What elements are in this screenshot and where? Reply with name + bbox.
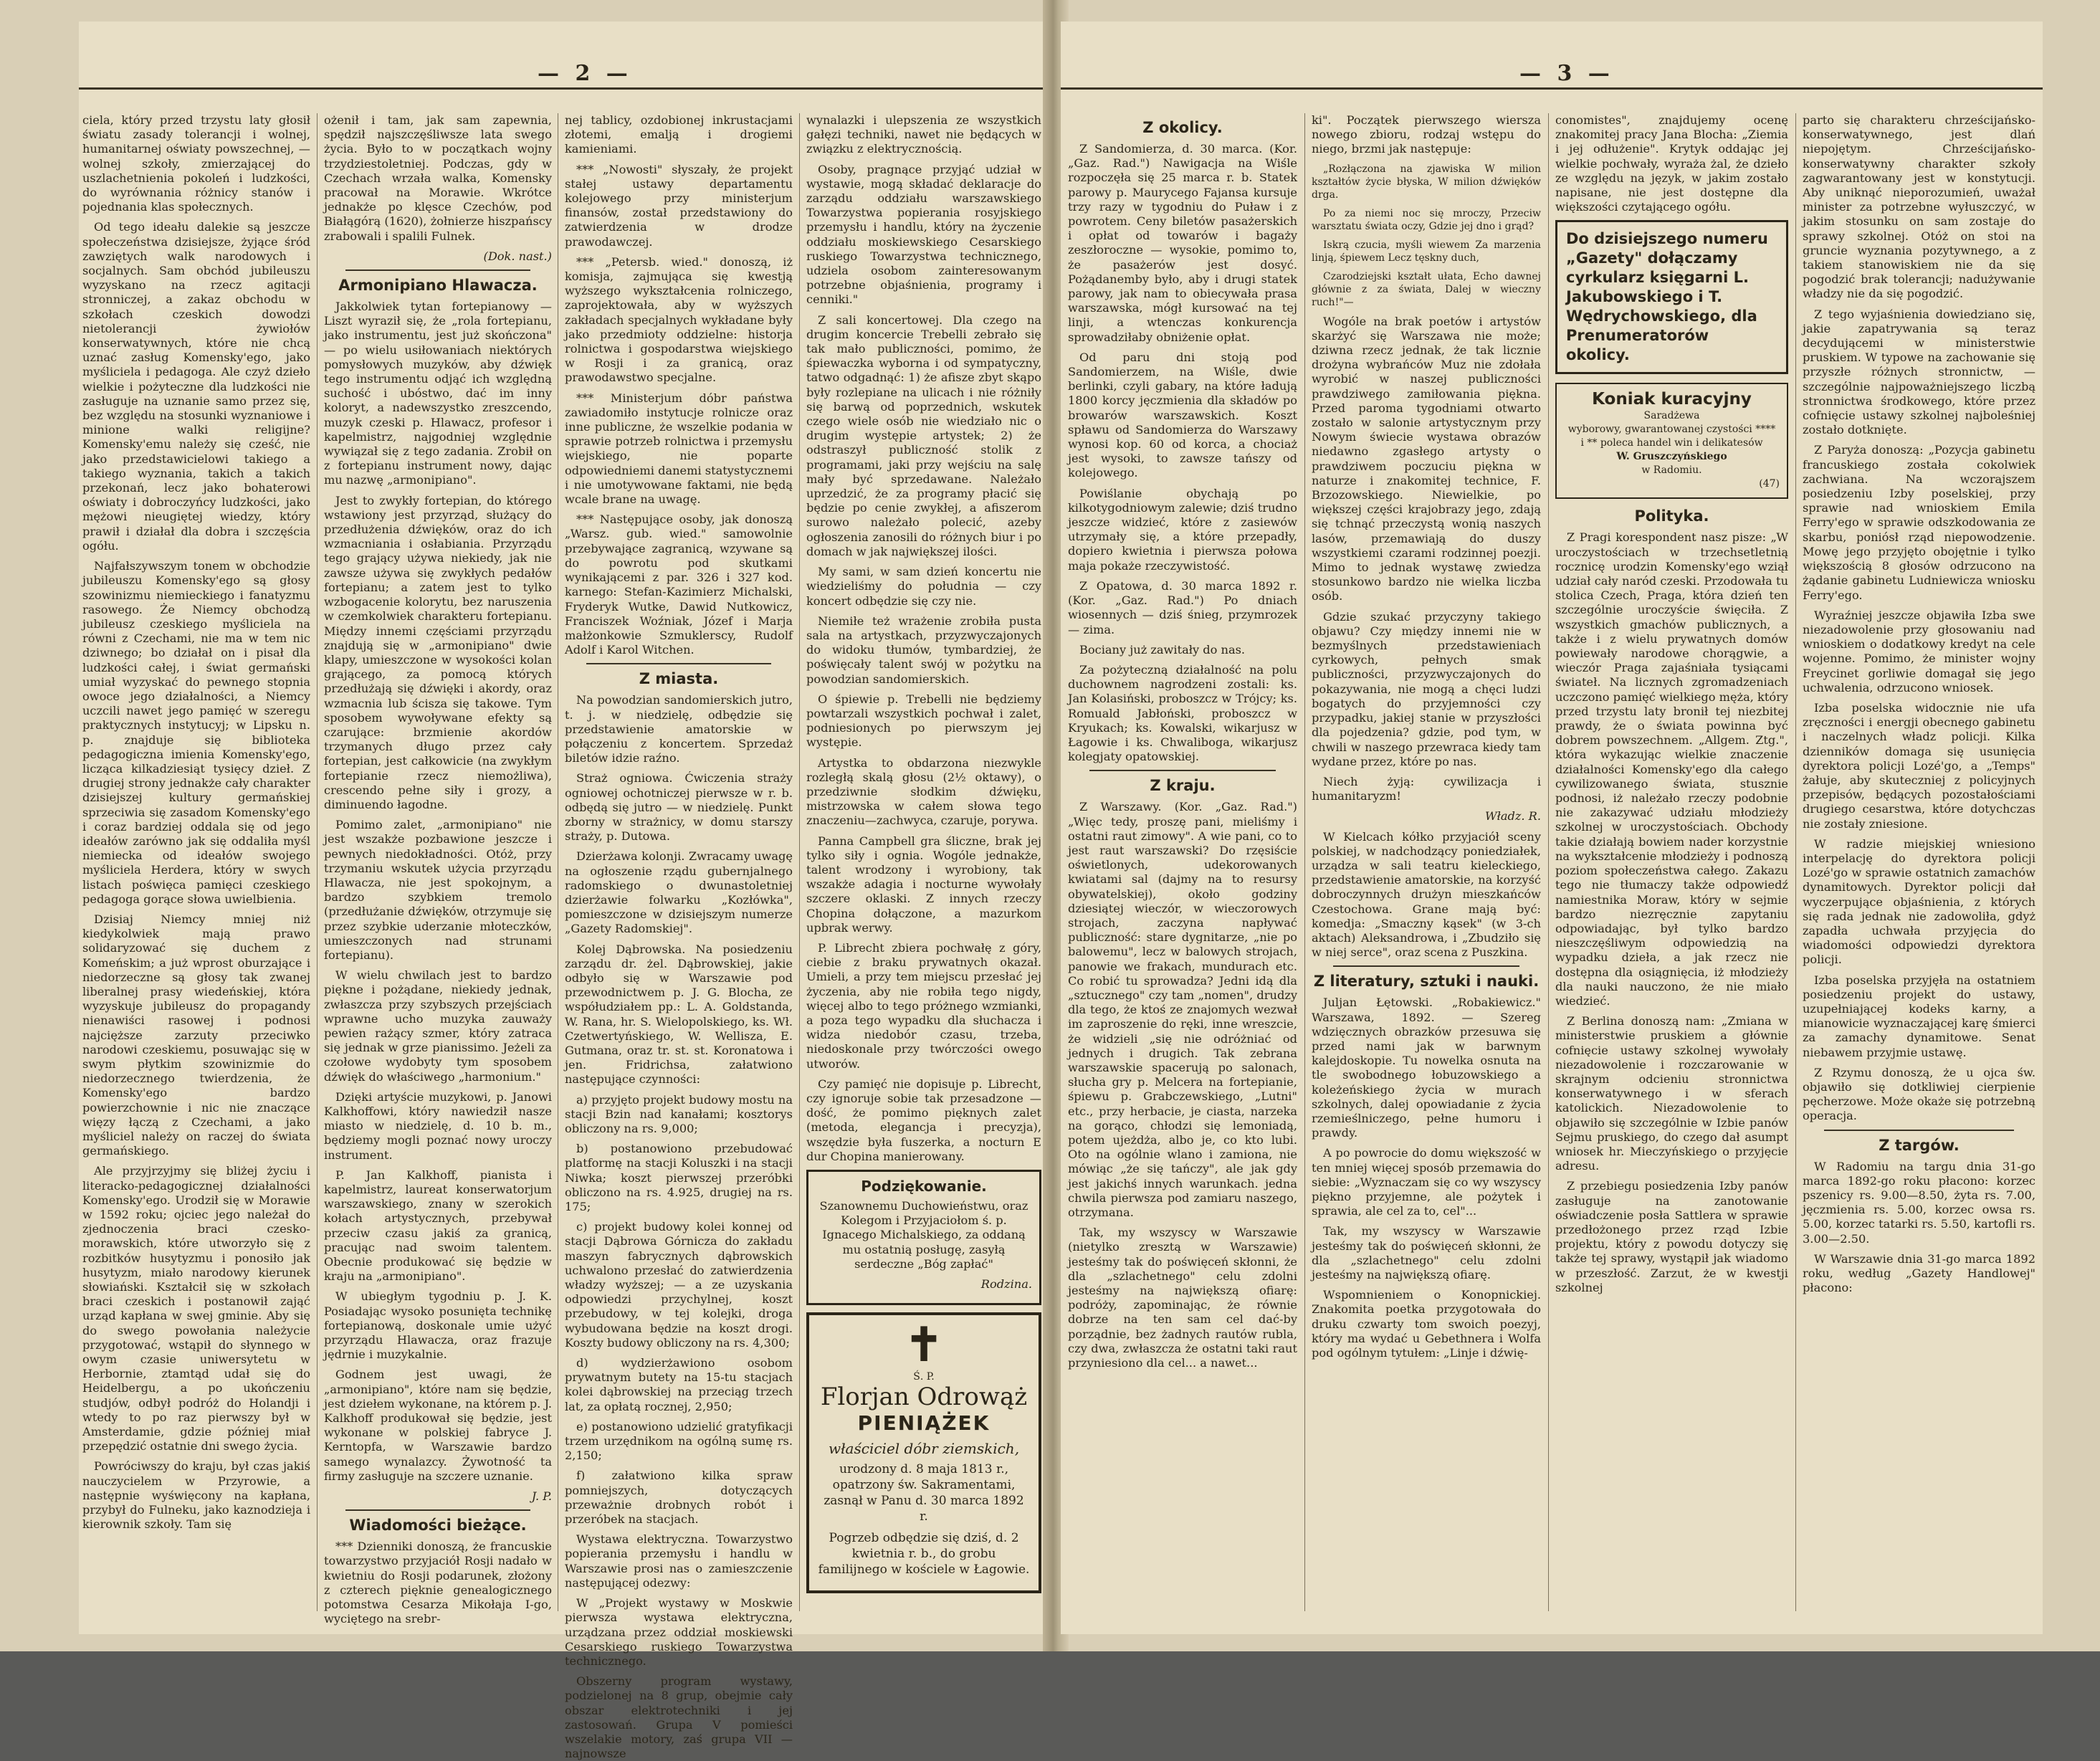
ad-line: w Radomiu. bbox=[1641, 464, 1702, 477]
obituary-surname: PIENIĄŻEK bbox=[857, 1411, 991, 1436]
article-paragraph: Tak, my wszyscy w Warszawie (nietylko zresztą w Warszawie) jesteśmy tak do poświęceń skłonni, że dla „szlachetnego" celu zdolni jesteśmy na największą ofiarę: podróży, zapominając, że równie dobrze na ten sam cel dać-by porządnie, bez żadnych rautów rubla, czy dwa, zwłaszcza że ostatni taki raut przyniesiono dla cel... a nawet... bbox=[1068, 1226, 1297, 1370]
article-paragraph: Wspomnieniem o Konopnickiej. Znakomita poetka przygotowała do druku czwarty tom swoich poezyj, który ma wydać u Gebethnera i Wolfa pod ogólnym tytułem: „Linje i dźwię- bbox=[1312, 1288, 1541, 1360]
article-paragraph: wynalazki i ulepszenia ze wszystkich gałęzi techniki, nawet nie będących w związku z elektrycznością. bbox=[806, 113, 1041, 156]
article-paragraph: P. Jan Kalkhoff, pianista i kapelmistrz, laureat konserwatorjum warszawskiego, znany w szerokich kołach artystycznych, przebywał przeciw czasu jakiś za granicą, pracując nad swoim talentem. Obecnie produkować się będzie w kraju na „armonipiano". bbox=[324, 1168, 552, 1284]
obituary-title: właściciel dóbr ziemskich, bbox=[828, 1440, 1020, 1458]
poem-stanza: Po za niemi noc się mroczy, Przeciw warsztatu świata oczy, Gdzie jej dno i grąd? bbox=[1312, 207, 1541, 232]
article-paragraph: Na powodzian sandomierskich jutro, t. j. w niedzielę, odbędzie się przedstawienie amatorskie w połączeniu z koncertem. Sprzedaż biletów idzie raźno. bbox=[565, 693, 793, 765]
article-paragraph: Straż ogniowa. Ćwiczenia straży ogniowej ochotniczej pierwsze w r. b. odbędą się jutro — w niedzielę. Punkt zborny w strażnicy, w domu starszy straży, p. Dutowa. bbox=[565, 771, 793, 844]
article-paragraph: f) załatwiono kilka spraw pomniejszych, dotyczących przeważnie drobnych robót i przeróbek na stacjach. bbox=[565, 1469, 793, 1527]
column-rule bbox=[1304, 113, 1305, 1611]
article-paragraph: Wyraźniej jeszcze objawiła Izba swe niezadowolenie przy głosowaniu nad wnioskiem o dodatkowy kredyt na cele wojenne. Pomimo, że minister wojny Freycinet gorliwie domagał się jego uchwalenia, odrzucono wniosek. bbox=[1803, 608, 2035, 695]
article-paragraph: Ale przyjrzyjmy się bliżej życiu i literacko-pedagogicznej działalności Komensky'ego. Urodził się w Morawie w 1592 roku; ojciec jego należał do zjednoczenia braci czesko-morawskich, które utworzyło się z rozbitków husytyzmu i ponosiło jak husytyzm, miało narodowy kierunek słowiański. Kształcił się w szkołach braci czeskich i postanowił zająć urząd kapłana w swej gminie. Aby się do swego powołania należycie przygotować, wstąpił do słynnego w owym czasie uniwersytetu w Herbornie, ztamtąd udał się do Heidelbergu, a po ukończeniu studjów, odbył podróż do Holandji i wtedy to po raz pierwszy był w Amsterdamie, gdzie później miał przepędzić ostatnie dni swego życia. bbox=[82, 1164, 310, 1454]
supplement-text: Do dzisiejszego numeru „Gazety" dołączamy cyrkularz księgarni L. Jakubowskiego i T. Wędrychowskiego, dla Prenumeratorów okolicy. bbox=[1566, 230, 1768, 364]
thanks-title: Podziękowanie. bbox=[861, 1178, 987, 1196]
article-paragraph: Niech żyją: cywilizacja i humanitaryzm! bbox=[1312, 774, 1541, 803]
header-rule-right bbox=[1061, 87, 2043, 90]
article-paragraph: A po powrocie do domu większość w ten mniej więcej sposób przemawia do siebie: „Wyznaczam się co wy wszyscy piękno przyjemne, ale pożytek i sprawia, ale cel za to, cel"... bbox=[1312, 1146, 1541, 1218]
article-paragraph: Niemiłe też wrażenie zrobiła pusta sala na artystkach, przyzwyczajonych do widoku tłumów, tymbardziej, że poświęcały talent swój w pożytku na powodzian sandomierskich. bbox=[806, 614, 1041, 686]
column-rule bbox=[1548, 113, 1549, 1611]
section-heading-news: Wiadomości bieżące. bbox=[349, 1517, 527, 1535]
thanks-signature: Rodzina. bbox=[980, 1277, 1032, 1292]
article-paragraph: Wogóle na brak poetów i artystów skarżyć się Warszawa nie może; dziwna rzecz jednak, że tak licznie drożyna wybrańców Muz nie zdołała wyrobić w naszej publiczności prawdziwego zamiłowania piękna. Przed paroma tygodniami otwarto zostało w salonie artystycznym przy Nowym świecie wystawa obrazów niedawno zgasłego artysty o prawdziwem poczuciu piękna w naturze i znakomitej technice, F. Brzozowskiego. Niewielkie, po większej części krajobrazy jego, zdają się tchnąć przeczystą wonią naszych lasów, przemawiają do duszy wszystkiemi czarami rodzinnej poezji. Mimo to jednak wystawę zwiedza stosunkowo bardzo nie wielka liczba osób. bbox=[1312, 314, 1541, 603]
column-rule bbox=[317, 113, 318, 1611]
news-item: *** Ministerjum dóbr państwa zawiadomiło instytucje rolnicze oraz inne publiczne, że wszelkie podania w sprawie potrzeb rolnictwa i przemysłu wiejskiego, nie poparte odpowiedniemi danemi statystycznemi i nie umotywowane faktami, nie będą wcale brane na uwagę. bbox=[565, 391, 793, 507]
article-paragraph: Obszerny program wystawy, podzielonej na 8 grup, obejmie cały obszar elektrotechniki i jej zastosowań. Grupa V pomieści wszelakie motory, zaś grupa VII — najnowsze bbox=[565, 1674, 793, 1761]
section-heading-country: Z kraju. bbox=[1150, 777, 1216, 795]
cross-icon: ✝ bbox=[905, 1318, 943, 1373]
news-item: *** „Nowosti" słyszały, że projekt stałej ustawy departamentu kolejowego przy ministerjum finansów, został przedstawiony do zatwierdzenia w drodze prawodawczej. bbox=[565, 162, 793, 249]
article-paragraph: Z sali koncertowej. Dla czego na drugim koncercie Trebelli zebrało się tak mało publiczności, pomimo, że śpiewaczka wyborna i od sympatyczny, tatwo odgadnąć: 1) że afisze zbyt skąpo były rozlepiane na ulicach i nie różniły się barwą od poprzednich, wskutek czego wiele osób nie wiedziało nic o drugim występie artystek; 2) że odstraszył publiczność stolik z programami, jaki przy wejściu na salę mały być sprzedawane. Należało uprzedzić, że za programy płacić się będzie po cenie zwykłej, a afiszerom surowo należało polecić, azeby ogłoszenia zanosili do różnych biur i po domach w jak największej ilości. bbox=[806, 312, 1041, 558]
article-paragraph: Godnem jest uwagi, że „armonipiano", które nam się będzie, jest dziełem wykonane, na którem p. J. Kalkhoff produkował się będzie, jest wykonane w polskiej fabryce J. Kerntopfa, w Warszawie bardzo samego wynalazcy. Żywotność ta firmy zasługuje na szczere uznanie. bbox=[324, 1368, 552, 1483]
left-column-4 bbox=[806, 113, 1041, 1618]
article-paragraph: Izba poselska przyjęła na ostatniem posiedzeniu projekt do ustawy, uzupełniającej kodeks karny, a mianowicie wyznaczającej karę śmierci za zamachy dynamitowe. Senat niebawem przyjmie ustawę. bbox=[1803, 973, 2035, 1059]
article-paragraph: Powiślanie obychają po kilkotygodniowym zalewie; dziś trudno jeszcze widzieć, które z zasiewów utrzymały się, a które przepadły, dopiero kwietnia i pierwsza połowa maja pokaże rzeczywistość. bbox=[1068, 486, 1297, 573]
author-signature: J. P. bbox=[531, 1489, 552, 1504]
supplement-notice bbox=[1555, 220, 1788, 374]
article-paragraph: ciela, który przed trzystu laty głosił światu zasady tolerancji i wolnej, humanitarnej oświaty powszechnej, — wolnej szkoły, zmierzającej do uszlachetnienia pokoleń i ludzkości, do wyrównania różnicy stanów i pojednania klas społecznych. bbox=[82, 113, 310, 214]
section-divider bbox=[586, 663, 771, 664]
column-rule bbox=[799, 113, 800, 1611]
article-paragraph: Z Paryża donoszą: „Pozycja gabinetu francuskiego została cokolwiek zachwiana. Na wczorajszem posiedzeniu Izby poselskiej, przy sprawie nad wnioskiem Emila Ferry'ego w sprawie odszkodowania ze skarbu, poniósł rząd niepowodzenie. Mowę jego przyjęto obojętnie i tylko większością 8 głosów odrzucono na żądanie gabinetu Ludniewicza wniosku Ferry'ego. bbox=[1803, 443, 2035, 602]
article-paragraph: ki". Początek pierwszego wiersza nowego zbioru, rodzaj wstępu do niego, brzmi jak następuje: bbox=[1312, 113, 1541, 156]
section-heading-region: Z okolicy. bbox=[1142, 119, 1223, 136]
article-paragraph: W ubiegłym tygodniu p. J. K. Posiadając wysoko posunięta technikę fortepianową, doskonale umie użyć przyrządu Hlawacza, oraz frazuje jędrnie i muzykalnie. bbox=[324, 1289, 552, 1362]
section-heading-armonipiano: Armonipiano Hlawacza. bbox=[338, 277, 538, 295]
ad-line: Saradżewa bbox=[1643, 410, 1700, 422]
article-paragraph: Jest to zwykły fortepian, do którego wstawiony jest przyrząd, służący do przedłużenia dźwięków, oraz do ich wzmacniania i osłabiania. Przyrządu tego grający używa niekiedy, jak nie zawsze używa się zwykłych pedałów fortepianu; a zatem jest to tylko wzbogacenie kolorytu, bez naruszenia w czemkolwiek charakteru fortepianu. Między innemi częściami przyrządu znajdują się w „armonipiano" dwie klapy, umieszczone w wysokości kolan grającego, za pomocą których przedłużają się dźwięki i akordy, oraz wzmacnia lub ścisza się takowe. Tym sposobem wywoływane efekty są czarujące: brzmienie akordów trzymanych długo przez cały fortepian, jest całkowicie (na zwykłym fortepianie rzecz niemożliwa), crescendo pełne siły i grozy, a diminuendo łagodne. bbox=[324, 493, 552, 811]
article-paragraph: O śpiewie p. Trebelli nie będziemy powtarzali wszystkich pochwał i zalet, podniesionych po pierwszym jej występie. bbox=[806, 692, 1041, 750]
page-number-right: — 3 — bbox=[1519, 61, 1614, 86]
article-paragraph: conomistes", znajdujemy ocenę znakomitej pracy Jana Blocha: „Ziemia i jej odłużenie". Krytyk oddając jej wielkie pochwały, wyraża żal, że dzieło ze względu na język, w jakim zostało napisane, nie jest dostępne dla większości czytającego ogółu. bbox=[1555, 113, 1788, 214]
section-divider bbox=[345, 1509, 530, 1511]
article-paragraph: Dzięki artyście muzykowi, p. Janowi Kalkhoffowi, który nawiedził nasze miasto w niedzielę, d. 10 b. m., będziemy mogli poznać nowy uroczy instrument. bbox=[324, 1089, 552, 1162]
article-paragraph: W radzie miejskiej wniesiono interpelację do dyrektora policji Lozé'go w sprawie ostatnich zamachów dynamitowych. Dyrektor policji dał wyczerpujące objaśnienia, z których się rada jednak nie zadowoliła, gdyż zapadła uchwała przyjęcia do wiadomości odpowiedzi dyrektora policji. bbox=[1803, 836, 2035, 967]
article-paragraph: ożenił i tam, jak sam zapewnia, spędził najszczęśliwsze lata swego życia. Było to w początkach wojny trzydziestoletniej. Podczas, gdy w Czechach wrzała walka, Komensky pracował na Morawie. Wkrótce jednakże po klęsce Czechów, pod Białągórą (1620), żołnierze hiszpańscy zrabowali i spalili Fulnek. bbox=[324, 113, 552, 243]
section-heading-markets: Z targów. bbox=[1879, 1136, 1960, 1154]
article-paragraph: Z Berlina donoszą nam: „Zmiana w ministerstwie pruskiem a głównie cofnięcie ustawy szkolnej wywołały niezadowolenie i rozczarowanie w skrajnym odcieniu stronnictwa konserwatywnego i w sferach katolickich. Niezadowolenie to objawiło się szczególnie w Izbie panów Sejmu pruskiego, do czego dał asumpt wniosek hr. Mieczyńskiego o przyjęcie adresu. bbox=[1555, 1014, 1788, 1173]
article-paragraph: W wielu chwilach jest to bardzo piękne i pożądane, niekiedy jednak, zwłaszcza przy szybszych przejściach wprawne ucho muzyka zauważy pewien rażący szmer, który zatraca się jednak w grze pianissimo. Jeżeli za czołowe wydobyty tym sposobem dźwięk do właściwego „harmonium." bbox=[324, 968, 552, 1084]
right-column-4 bbox=[1803, 113, 2035, 1618]
left-column-1 bbox=[82, 113, 310, 1618]
article-paragraph: P. Librecht zbiera pochwałę z góry, ciebie z braku prywatnych okazał. Umieli, a przy tem miejscu przesłać jej życzenia, aby nie robiła tego nigdy, więcej albo to tego próżnego wzmianki, a poza tego wypadku dla słuchacza i widza niedobór czasu, trzeba, niedoskonale przy twórczości owego utworów. bbox=[806, 940, 1041, 1071]
article-paragraph: Dzisiaj Niemcy mniej niż kiedykolwiek mają prawo solidaryzować się duchem z Komeńskim; a już wprost oburzające i niedorzeczne są głosy tak zwanej liberalnej prasy wiedeńskiej, która wyzyskuje jubileusz do propagandy nienawiści rasowej i podnosi najcięższe zarzuty przeciwko narodowi czeskiemu, posuwając się w swym płytkim szowinizmie do niedorzecznego twierdzenia, że Komensky'ego bardzo powierzchownie i nic nie znaczące więzy łączą z Czechami, a jako myśliciel należy on raczej do świata germańskiego. bbox=[82, 912, 310, 1158]
article-paragraph: Artystka to obdarzona niezwykle rozległą skalą głosu (2½ oktawy), o przedziwnie słodkim dźwięku, mistrzowska w całem słowa tego znaczeniu—zachwyca, czaruje, porywa. bbox=[806, 755, 1041, 828]
article-paragraph: Od paru dni stoją pod Sandomierzem, na Wiśle, dwie berlinki, czyli gabary, na które ładują 1800 korcy jęczmienia dla składów po browarów warszawskich. Koszt spławu od Sandomierza do Warszawy wynosi kop. 60 od korca, a chociaż jest wysoki, to zawsze tańszy od kolejowego. bbox=[1068, 350, 1297, 480]
article-paragraph: W „Projekt wystawy w Moskwie pierwsza wystawa elektryczna, urządzana przez oddział moskiewski Cesarskiego ruskiego Towarzystwa technicznego. bbox=[565, 1596, 793, 1668]
news-item: nej tablicy, ozdobionej inkrustacjami złotemi, emalją i drogiemi kamieniami. bbox=[565, 113, 793, 156]
article-paragraph: Z Rzymu donoszą, że u ojca św. objawiło się dotkliwiej cierpienie pęcherzowe. Może okaże się potrzebną operacja. bbox=[1803, 1065, 2035, 1123]
right-column-2 bbox=[1312, 113, 1541, 1618]
left-page bbox=[79, 22, 1046, 1761]
section-divider bbox=[345, 269, 530, 271]
article-paragraph: Z Warszawy. (Kor. „Gaz. Rad.") „Więc tedy, proszę pani, mieliśmy i ostatni raut zimowy". A wie pani, co to jest raut warszawski? Do rzęsiście oświetlonych, udekorowanych kwiatami sal (dajmy na to resursy obywatelskiej), około godziny dziesiątej wieczór, w wieczorowych strojach, zaczyna napływać publiczność: stare dygnitarze, „nie po balowemu", lecz w balowych strojach, panowie we frakach, mundurach etc. Co robić tu sprowadza? Jedni idą dla „sztucznego" czy tam „nomen", drudzy dla tego, że ktoś ze znajomych wezwał im zaproszenie do ręki, inne wreszcie, że widzieli „się nie odróżniać od jednych i drugich. Tak zebrana warszawskie spacerują po salonach, słucha gry p. Melcera na fortepianie, śpiewu p. Grabczewskiego, „Lutni" etc., przy herbacie, je ciasta, narzeka na gorąco, chłodzi się lemoniadą, potem ujeżdża, albo je, co kto lubi. Oto na ogólnie wlano i zamiona, nie mówiąc „że się tańczy", ale jak gdy jest jakichś innych warunkach. jedna chwila pierwsza pod zamiaru naszego, otrzymana. bbox=[1068, 800, 1297, 1220]
poem-stanza: „Rozłączona na zjawiska W milion kształtów życie błyska, W milion dźwięków drga. bbox=[1312, 163, 1541, 201]
article-paragraph: Tak, my wszyscy w Warszawie jesteśmy tak do poświęceń skłonni, że dla „szlachetnego" celu zdolni jesteśmy na największą ofiarę. bbox=[1312, 1224, 1541, 1282]
section-divider bbox=[1333, 965, 1519, 967]
ad-title: Koniak kuracyjny bbox=[1592, 390, 1752, 409]
article-paragraph: Panna Campbell gra śliczne, brak jej tylko siły i ognia. Wogóle jednakże, talent wrodzony i wyrobiony, tak wszakże adagia i nocturne wywołały szczere oklaski. Z innych rzeczy Chopina dołączone, a mazurkom upbrak werwy. bbox=[806, 834, 1041, 935]
section-heading-literature: Z literatury, sztuki i nauki. bbox=[1313, 973, 1540, 991]
obituary-name: Florjan Odrowąż bbox=[820, 1383, 1028, 1412]
article-paragraph: Z Pragi korespondent nasz pisze: „W uroczystościach w trzechsetletnią rocznicę urodzin Komensky'ego wziął udział cały naród czeski. Przodowała tu stolica Czech, Praga, która dzień ten szczególnie uroczyście święciła. Z wszystkich gmachów publicznych, a także i z wielu prywatnych domów powiewały narodowe chorągwie, a wieczór Praga zajaśniała tysiącami świateł. Na licznych zgromadzeniach uczczono pamięć wielkiego męża, który przed trzystu laty bronił tej niezbitej prawdy, że o świata powinna być dobrem powszechnem. „Allgem. Ztg.", która wykazując wielkie znaczenie działalności Komensky'ego dla całego cywilizowanego świata, stusznie podnosi, iż należało rzeczy podobnie nie zakazywać udziału młodzieży szkolnej w uroczystościach. Obchody takie działają bowiem nader korzystnie na wykształcenie młodzieży i podnoszą poziom społeczeństwa całego. Zakazu tego nie tłumaczy także odpowiedź namiestnika Moraw, który w sejmie bardzo niezręcznie zapytaniu odpowiadając, był tylko bardzo nieszczęśliwym odpowiedzią na wypadku dzieła, a jak rzecz nie dostępna dla osiągnięcia, iż młodzieży dla nauki nauczono, że nie miało wiedzieć. bbox=[1555, 530, 1788, 1008]
article-paragraph: parto się charakteru chrześcijańsko-konserwatywnego, jest dlań niepojętym. Chrześcijańsko-konserwatywny charakter szkoły zagwarantowany jest w konstytucji. Aby uniknąć nieporozumień, uważał minister za potrzebne wyłuszczyć, w jakim stosunku on sam zostaje do sprawy szkolnej. Otóż on stoi na gruncie wyznania pozytywnego, a z takiem stanowiskiem nie da się pogodzić brak tolerancji; nadużywanie władzy nie da się pogodzić. bbox=[1803, 113, 2035, 301]
poem-stanza: Czarodziejski kształt ułata, Echo dawnej głównie z za świata, Dalej w wieczny ruch!"— bbox=[1312, 270, 1541, 308]
section-divider bbox=[1824, 1130, 2014, 1131]
left-column-3 bbox=[565, 113, 793, 1761]
article-paragraph: Powróciwszy do kraju, był czas jakiś nauczycielem w Przyrowie, a następnie wyświęcony na kapłana, przybył do Fulneku, jako kaznodzieja i kierownik szkoły. Tam się bbox=[82, 1459, 310, 1532]
news-item: *** „Petersb. wied." donoszą, iż komisja, zajmująca się kwestją wyższego wykształcenia rolniczego, zaprojektowała, aby w wyższych zakładach specjalnych wykładane były jako przedmioty oddzielne: historja rolnictwa i gospodarstwa wiejskiego w Rosji i za granicą, oraz prawodawstwo specjalne. bbox=[565, 254, 793, 385]
obituary-text: urodzony d. 8 maja 1813 r., opatrzony św. Sakramentami, zasnął w Panu d. 30 marca 1892 r. bbox=[824, 1462, 1024, 1524]
news-item: *** Dzienniki donoszą, że francuskie towarzystwo przyjaciół Rosji nadało w kwietniu do Rosji podarunek, złożony z czterech pięknie genealogicznego potomstwa Cesarza Mikołaja I-go, wyciętego na srebr- bbox=[324, 1540, 552, 1626]
article-paragraph: Dzierżawa kolonji. Zwracamy uwagę na ogłoszenie rządu gubernjalnego radomskiego o dwunastoletniej dzierżawie folwarku „Kozłówka", pomieszczone w dzisiejszym numerze „Gazety Radomskiej". bbox=[565, 849, 793, 936]
right-column-1 bbox=[1068, 113, 1297, 1618]
article-paragraph: e) postanowiono udzielić gratyfikacji trzem urzędnikom na ogólną sumę rs. 2,150; bbox=[565, 1419, 793, 1463]
article-paragraph: Za pożyteczną działalność na polu duchownem nagrodzeni zostali: ks. Jan Kolasiński, proboszcz w Trójcy; ks. Romuald Jabłoński, proboszcz w Kryukach; ks. Kowalski, wikarjusz w Łagowie i ks. Chwaliboga, wikarjusz kolegjaty opatowskiej. bbox=[1068, 662, 1297, 764]
cognac-advertisement bbox=[1555, 383, 1788, 499]
article-paragraph: Gdzie szukać przyczyny takiego objawu? Czy między innemi nie w bezmyślnych przedstawieniach cyrkowych, pełnych smak publiczności, przyzwyczajonych do pokazywania, nie mogą a chęci ludzi bogatych do przyjemności czy przypadku, jakiej stanie w przyszłości dla pojedzenia? gdzie, pod tym, w chwili w naszego przewraca kiedy tam wydane przez, które po nas. bbox=[1312, 609, 1541, 768]
ad-number: (47) bbox=[1759, 478, 1780, 490]
article-paragraph: Pomimo zalet, „armonipiano" nie jest wszakże pozbawione jeszcze i pewnych niedokładności. Otóż, przy trzymaniu wskutek użycia przyrządu Hlawacza, nie jest spokojnym, a bardzo szybkiem tremolo (przedłużanie dźwięków, otrzymuje się przez szybkie uderzanie młoteczków, umieszczonych nad strunami fortepianu). bbox=[324, 818, 552, 962]
article-paragraph: Od tego ideału dalekie są jeszcze społeczeństwa dzisiejsze, żyjące śród zawziętych walk narodowych i socjalnych. Sam obchód jubileuszu wyzyskano na rzecz agitacji stronniczej, a zakaz obchodu w szkołach czeskich dowodzi nietolerancji żywiołów konserwatywnych, które nie chcą uznać zasług Komensky'ego, jako myśliciela i pedagoga. Ale czyż dzieło wielkie i pożyteczne dla ludzkości nie zasługuje na uznanie samo przez się, bez względu na stosunki wyznaniowe i minione walki religijne? Komensky'emu należy się cześć, nie jako przedstawicielowi takiego a takiego wyznania, takich a takich przekonań, lecz jako bohaterowi oświaty i dobroczyńcy ludzkości, jako mężowi nieugiętej wiedzy, który prawił i działał dla dobra i szczęścia ogółu. bbox=[82, 220, 310, 553]
obituary-sp: Ś. P. bbox=[913, 1371, 935, 1383]
article-paragraph: Juljan Łętowski. „Robakiewicz." Warszawa, 1892. — Szereg wdzięcznych obrazków przesuwa się przed nami jak w barwnym kalejdoskopie. Tu nowelka osnuta na tle swobodnego łobuzowskiego a koleżeńskiego życia w murach szkolnych, dalej opowiadanie z życia rzemieślniczego, pełne humoru i prawdy. bbox=[1312, 996, 1541, 1140]
article-paragraph: Kolej Dąbrowska. Na posiedzeniu zarządu dr. żel. Dąbrowskiej, jakie odbyło się w Warszawie pod przewodnictwem p. J. G. Blocha, ze współudziałem pp.: L. A. Goldstanda, W. Rana, hr. S. Wielopolskiego, ks. Wł. Czetwertyńskiego, W. Wellisza, E. Gutmana, oraz tr. st. st. Koronatowa i jen. Fridrichsa, załatwiono następujące czynności: bbox=[565, 942, 793, 1087]
section-heading-city: Z miasta. bbox=[639, 670, 719, 688]
article-paragraph: d) wydzierżawiono osobom prywatnym butety na 15-tu stacjach kolei dąbrowskiej na przeciąg trzech lat, za opłatą rocznej, 2,950; bbox=[565, 1356, 793, 1413]
column-rule bbox=[1795, 113, 1796, 1611]
article-paragraph: c) projekt budowy kolei konnej od stacji Dąbrowa Górnicza do zakładu maszyn fabrycznych dąbrowskich uchwalono przesłać do zatwierdzenia władzy wyższej; — a ze uzyskania odpowiedzi przychylnej, koszt przebudowy, w tej kolejki, droga wybudowana będzie na koszt drogi. Koszty budowy obliczony na rs. 4,300; bbox=[565, 1220, 793, 1350]
article-paragraph: Z przebiegu posiedzenia Izby panów zasługuje na zanotowanie oświadczenie posła Sattlera w sprawie przedłożonego przez rząd Izbie projektu, który z powodu dotyczy się także tej sprawy, wystąpił jak wiadomo w przeszłość. Zarzut, że w kwestji szkolnej bbox=[1555, 1179, 1788, 1294]
article-paragraph: Izba poselska widocznie nie ufa zręczności i energji obecnego gabinetu i naczelnych władz policji. Kilka dzienników domaga się usunięcia dyrektora policji Lozé'go, a „Temps" żałuje, aby skuteczniej z policyjnych przepisów, będących pozostałościami drugiego cesarstwa, które dotychczas nie zostały zniesione. bbox=[1803, 700, 2035, 831]
right-column-3 bbox=[1555, 113, 1788, 1618]
continuation-note: (Dok. nast.) bbox=[483, 249, 552, 263]
article-paragraph: b) postanowiono przebudować platformę na stacji Koluszki i na stacji Niwka; koszt pierwszej przeróbki obliczono na rs. 4.925, drugiej na rs. 175; bbox=[565, 1142, 793, 1214]
thanks-notice bbox=[806, 1170, 1041, 1305]
poem-stanza: Iskrą czucia, myśli wiewem Za marzenia linją, śpiewem Lecz tęskny duch, bbox=[1312, 239, 1541, 264]
obituary-notice bbox=[806, 1312, 1041, 1593]
section-heading-politics: Polityka. bbox=[1634, 507, 1709, 525]
article-paragraph: Z Opatowa, d. 30 marca 1892 r. (Kor. „Gaz. Rad.") Po dniach wiosennych — dziś śnieg, przymrozek — zima. bbox=[1068, 578, 1297, 636]
article-paragraph: Wystawa elektryczna. Towarzystwo popierania przemysłu i handlu w Warszawie prosi nas o zamieszczenie następującej odezwy: bbox=[565, 1532, 793, 1590]
news-item: *** Następujące osoby, jak donoszą „Warsz. gub. wied." samowolnie przebywające zagranicą, wzywane są do powrotu pod skutkami wynikającemi z par. 326 i 327 kod. karnego: Stefan-Kazimierz Michalski, Fryderyk Wutke, Dawid Nutkowicz, Franciszek Woźniak, Józef i Marja małżonkowie Szmuklerscy, Rudolf Adolf i Karol Witchen. bbox=[565, 512, 793, 657]
article-paragraph: Z Sandomierza, d. 30 marca. (Kor. „Gaz. Rad.") Nawigacja na Wiśle rozpoczęła się 25 marca r. b. Statek parowy p. Maurycego Fajansa kursuje trzy razy w tygodniu do Puław i z powrotem. Ceny biletów pasażerskich i opłat od towarów i bagaży zeszłoroczne — wysokie, pomimo to, że pasażerów jest dosyć. Pożądanemby było, aby i drugi statek parowy, jak nam to obiecywała prasa warszawska, mógł kursować na tej linji, a wtenczas konkurencja sprowadziłaby obniżenie opłat. bbox=[1068, 142, 1297, 344]
article-paragraph: My sami, w sam dzień koncertu nie wiedzieliśmy do południa — czy koncert odbędzie się czy nie. bbox=[806, 565, 1041, 608]
market-report: W Warszawie dnia 31-go marca 1892 roku, według „Gazety Handlowej" płacono: bbox=[1803, 1251, 2035, 1295]
left-column-2 bbox=[324, 113, 552, 1626]
article-paragraph: a) przyjęto projekt budowy mostu na stacji Bzin nad kanałami; kosztorys obliczony na rs. 9,000; bbox=[565, 1092, 793, 1135]
article-paragraph: Z tego wyjaśnienia dowiedziano się, jakie zapatrywania są teraz decydującemi w ministerstwie pruskiem. W typowe na zachowanie się przyszłe różnych stronnictw, — szczególnie najpoważniejszego liczbą stronnictwa środkowego, które przez cofnięcie ustawy szkolnej najboleśniej zostało dotknięte. bbox=[1803, 307, 2035, 437]
author-signature: Władz. R. bbox=[1484, 809, 1541, 824]
article-paragraph: Bociany już zawitały do nas. bbox=[1079, 642, 1246, 657]
page-number-left: — 2 — bbox=[538, 61, 632, 86]
ad-line: i ** poleca handel win i delikatesów bbox=[1580, 437, 1763, 449]
article-paragraph: Jakkolwiek tytan fortepianowy — Liszt wyraził się, że „rola fortepianu, jako instrumentu, jest już skończona" — po wielu usiłowaniach niektórych pomysłowych muzyków, aby dźwięk tego instrumentu odjąć ich względną suchość i ubóstwo, dać im inny koloryt, a nadewszystko zreszcendo, muzyk czeski p. Hlawacz, profesor i kapelmistrz, najgodniej względnie wywiązał się z tego zadania. Zrobił on z fortepianu instrument nowy, dając mu nazwę „armonipiano". bbox=[324, 300, 552, 487]
article-paragraph: W Kielcach kółko przyjaciół sceny polskiej, w nadchodzący poniedziałek, urządza w sali teatru kieleckiego, przedstawienie amatorskie, na korzyść dobroczynnych drużyn mieszkańców Czestochowa. Grane mają być: komedja: „Smaczny kąsek" (w 3-ch aktach) Aleksandrowa, i „Zbudziło się w niej serce", oraz scena z Puszkina. bbox=[1312, 829, 1541, 960]
article-paragraph: Osoby, pragnące przyjąć udział w wystawie, mogą składać deklaracje do zarządu oddziału warszawskiego Towarzystwa popierania rosyjskiego przemysłu i handlu, który na życzenie oddziału moskiewskiego Cesarskiego ruskiego Towarzystwa technicznego, udziela osobom zainteresowanym potrzebne objaśnienia, programy i cenniki." bbox=[806, 162, 1041, 307]
ad-line: wyborowy, gwarantowanej czystości **** bbox=[1567, 424, 1776, 436]
thanks-text: Szanownemu Duchowieństwu, oraz Kolegom i Przyjaciołom ś. p. Ignacego Michalskiego, za oddaną mu ostatnią posługę, zasyłą serdeczne „Bóg zapłać" bbox=[819, 1199, 1028, 1271]
right-page bbox=[1061, 22, 2043, 1634]
section-divider bbox=[1089, 770, 1276, 771]
ad-merchant: W. Gruszczyńskiego bbox=[1616, 451, 1727, 463]
obituary-funeral: Pogrzeb odbędzie się dziś, d. 2 kwietnia r. b., do grobu familijnego w kościele w Łagowie. bbox=[818, 1531, 1030, 1578]
header-rule-left bbox=[79, 87, 1046, 90]
article-paragraph: Najfałszywszym tonem w obchodzie jubileuszu Komensky'ego są głosy szowinizmu niemieckiego i fanatyzmu rasowego. Że Niemcy obchodzą jubileusz czeskiego myśliciela na równi z Czechami, nie ma w tem nic dziwnego; bo działał on i pisał dla ludzkości całej, i świat germański umiał wyzyskać do pewnego stopnia owoce jego działalności, a Niemcy uczcili nawet jego pamięć w szeregu praktycznych instytucyj; w Lipsku n. p. znajduje się biblioteka pedagogiczna imienia Komensky'ego, licząca kilkadziesiąt tysięcy dzieł. Z drugiej strony jednakże cały charakter dzisiejszej kultury germańskiej sprzeciwia się zasadom Komensky'ego i coraz bardziej oddala się od jego ideałów zarówno jak się oddaliła myśl niemiecka od ideałów swojego myśliciela Herdera, który w swych listach poświęca pamięci czeskiego pedagoga gorące słowa uwielbienia. bbox=[82, 559, 310, 906]
article-paragraph: Czy pamięć nie dopisuje p. Librecht, czy ignoruje sobie tak przesadzone — dość, że pomimo pięknych zalet (metoda, elegancja i precyzja), wszędzie była fuszerka, a nocturn E dur Chopina manierowany. bbox=[806, 1077, 1041, 1163]
market-report: W Radomiu na targu dnia 31-go marca 1892-go roku płacono: korzec pszenicy rs. 9.00—8.50, żyta rs. 7.00, jęczmienia rs. 5.00, korzec owsa rs. 5.00, korzec tatarki rs. 5.50, kartofli rs. 3.00—2.50. bbox=[1803, 1159, 2035, 1246]
